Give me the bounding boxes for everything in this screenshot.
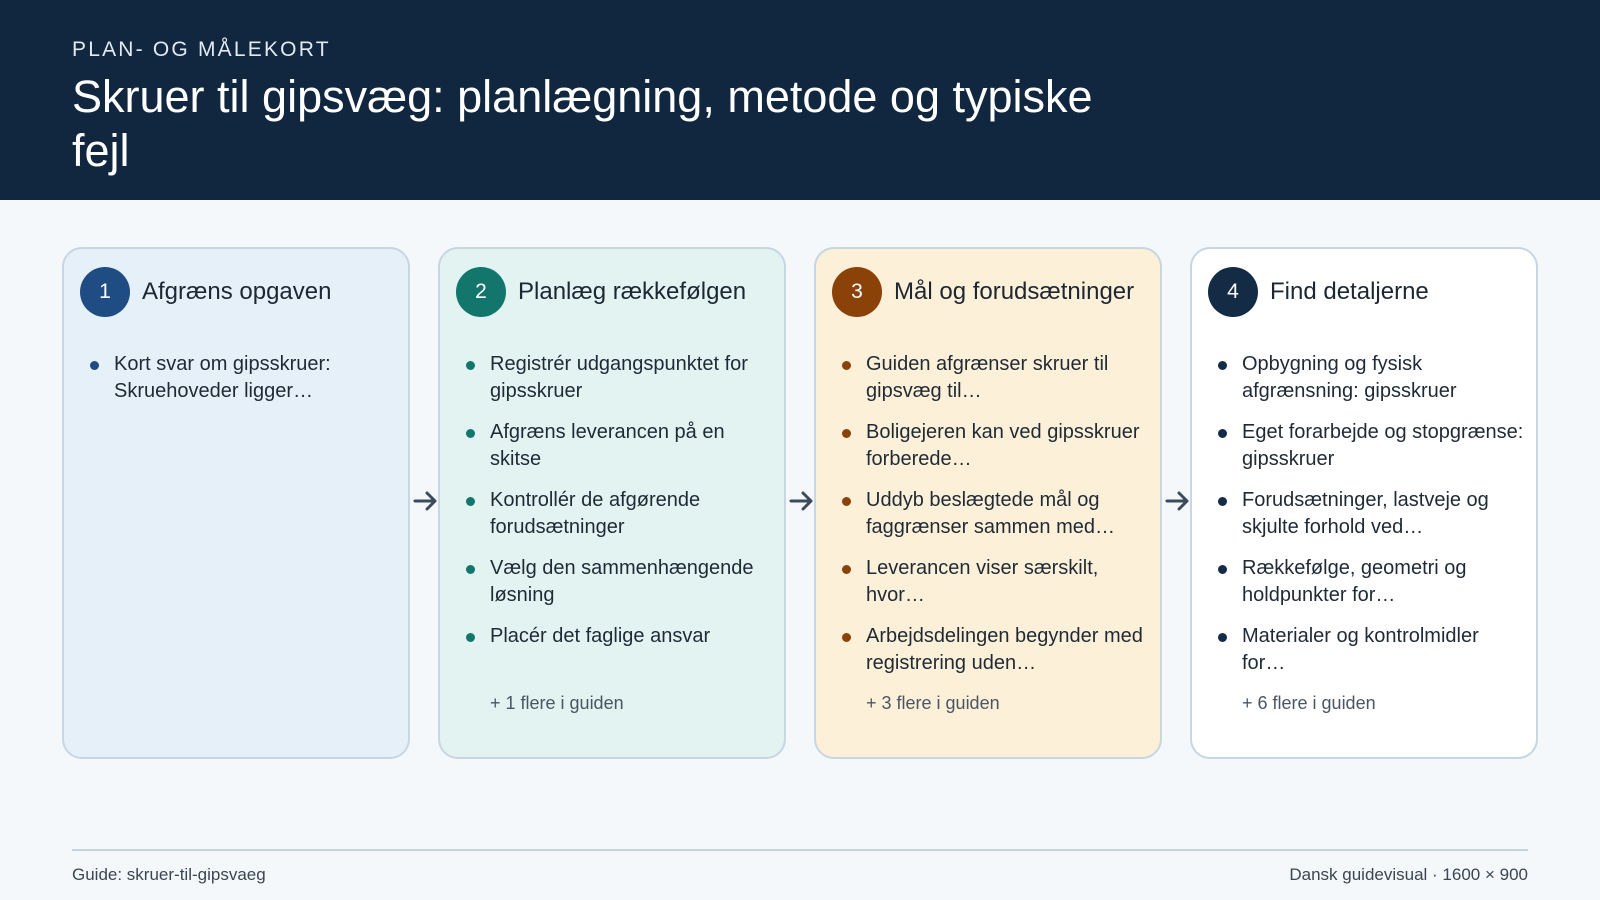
list-item (840, 487, 1150, 541)
step-item-list (840, 351, 1150, 691)
list-item (88, 351, 398, 405)
footer-meta-label: Dansk guidevisual · 1600 × 900 (1289, 865, 1528, 884)
list-item-text: Eget forarbejde og stopgrænse: gipsskruer (1242, 421, 1524, 470)
list-item-text: Registrér udgangspunktet for gipsskruer (490, 353, 748, 402)
list-item-text: Kort svar om gipsskruer: Skruehoveder ligger… (114, 353, 331, 402)
bullet-icon (842, 633, 851, 642)
list-item (1216, 487, 1526, 541)
arrow-right-icon (1164, 489, 1192, 513)
list-item-text: Afgræns leverancen på en skitse (490, 421, 725, 470)
step-card-2 (438, 247, 786, 759)
more-in-guide-link[interactable]: + 6 flere i guiden (1242, 693, 1376, 713)
list-item (1216, 419, 1526, 473)
list-item (840, 351, 1150, 405)
list-item-text: Guiden afgrænser skruer til gipsvæg til… (866, 353, 1109, 402)
list-item (840, 419, 1150, 473)
list-item (464, 623, 774, 650)
list-item-text: Materialer og kontrolmidler for… (1242, 625, 1479, 674)
step-item-list (1216, 351, 1526, 691)
list-item-text: Kontrollér de afgørende forudsætninger (490, 489, 701, 538)
bullet-icon (1218, 633, 1227, 642)
eyebrow-label: PLAN- OG MÅLEKORT (72, 38, 331, 61)
step-card-3 (814, 247, 1162, 759)
bullet-icon (1218, 429, 1227, 438)
step-card-4 (1190, 247, 1538, 759)
step-number-badge: 4 (1208, 267, 1258, 317)
bullet-icon (842, 497, 851, 506)
more-in-guide-link[interactable]: + 1 flere i guiden (490, 693, 624, 713)
arrow-right-icon (412, 489, 440, 513)
step-item-list (88, 351, 398, 419)
list-item (840, 623, 1150, 677)
list-item (1216, 351, 1526, 405)
step-title: Planlæg rækkefølgen (518, 278, 747, 305)
list-item (1216, 555, 1526, 609)
footer-guide-label: Guide: skruer-til-gipsvaeg (72, 865, 266, 884)
list-item (464, 555, 774, 609)
list-item (464, 351, 774, 405)
bullet-icon (90, 361, 99, 370)
bullet-icon (842, 565, 851, 574)
step-title: Find detaljerne (1270, 278, 1429, 305)
list-item-text: Arbejdsdelingen begynder med registrering uden… (866, 625, 1143, 674)
bullet-icon (1218, 361, 1227, 370)
bullet-icon (466, 633, 475, 642)
list-item-text: Leverancen viser særskilt, hvor… (866, 557, 1099, 606)
list-item (840, 555, 1150, 609)
bullet-icon (466, 429, 475, 438)
bullet-icon (466, 565, 475, 574)
step-title: Afgræns opgaven (142, 278, 332, 305)
bullet-icon (1218, 565, 1227, 574)
footer-divider (72, 849, 1528, 851)
more-in-guide-link[interactable]: + 3 flere i guiden (866, 693, 1000, 713)
step-number-badge: 1 (80, 267, 130, 317)
bullet-icon (466, 497, 475, 506)
step-card-1 (62, 247, 410, 759)
list-item-text: Uddyb beslægtede mål og faggrænser sammen med… (866, 489, 1115, 538)
steps-flow (62, 247, 1540, 759)
list-item (464, 419, 774, 473)
bullet-icon (842, 361, 851, 370)
bullet-icon (466, 361, 475, 370)
page-title: Skruer til gipsvæg: planlægning, metode og typiske fejl (72, 71, 1093, 176)
list-item (464, 487, 774, 541)
step-item-list (464, 351, 774, 664)
list-item-text: Boligejeren kan ved gipsskruer forberede… (866, 421, 1140, 470)
step-title: Mål og forudsætninger (894, 278, 1135, 305)
list-item-text: Opbygning og fysisk afgrænsning: gipsskruer (1242, 353, 1457, 402)
step-number-badge: 3 (832, 267, 882, 317)
bullet-icon (842, 429, 851, 438)
list-item-text: Rækkefølge, geometri og holdpunkter for… (1242, 557, 1467, 606)
header-banner (0, 0, 1600, 200)
arrow-right-icon (788, 489, 816, 513)
list-item-text: Placér det faglige ansvar (490, 625, 711, 647)
step-number-badge: 2 (456, 267, 506, 317)
list-item-text: Vælg den sammenhængende løsning (490, 557, 754, 606)
bullet-icon (1218, 497, 1227, 506)
list-item-text: Forudsætninger, lastveje og skjulte forhold ved… (1242, 489, 1489, 538)
list-item (1216, 623, 1526, 677)
